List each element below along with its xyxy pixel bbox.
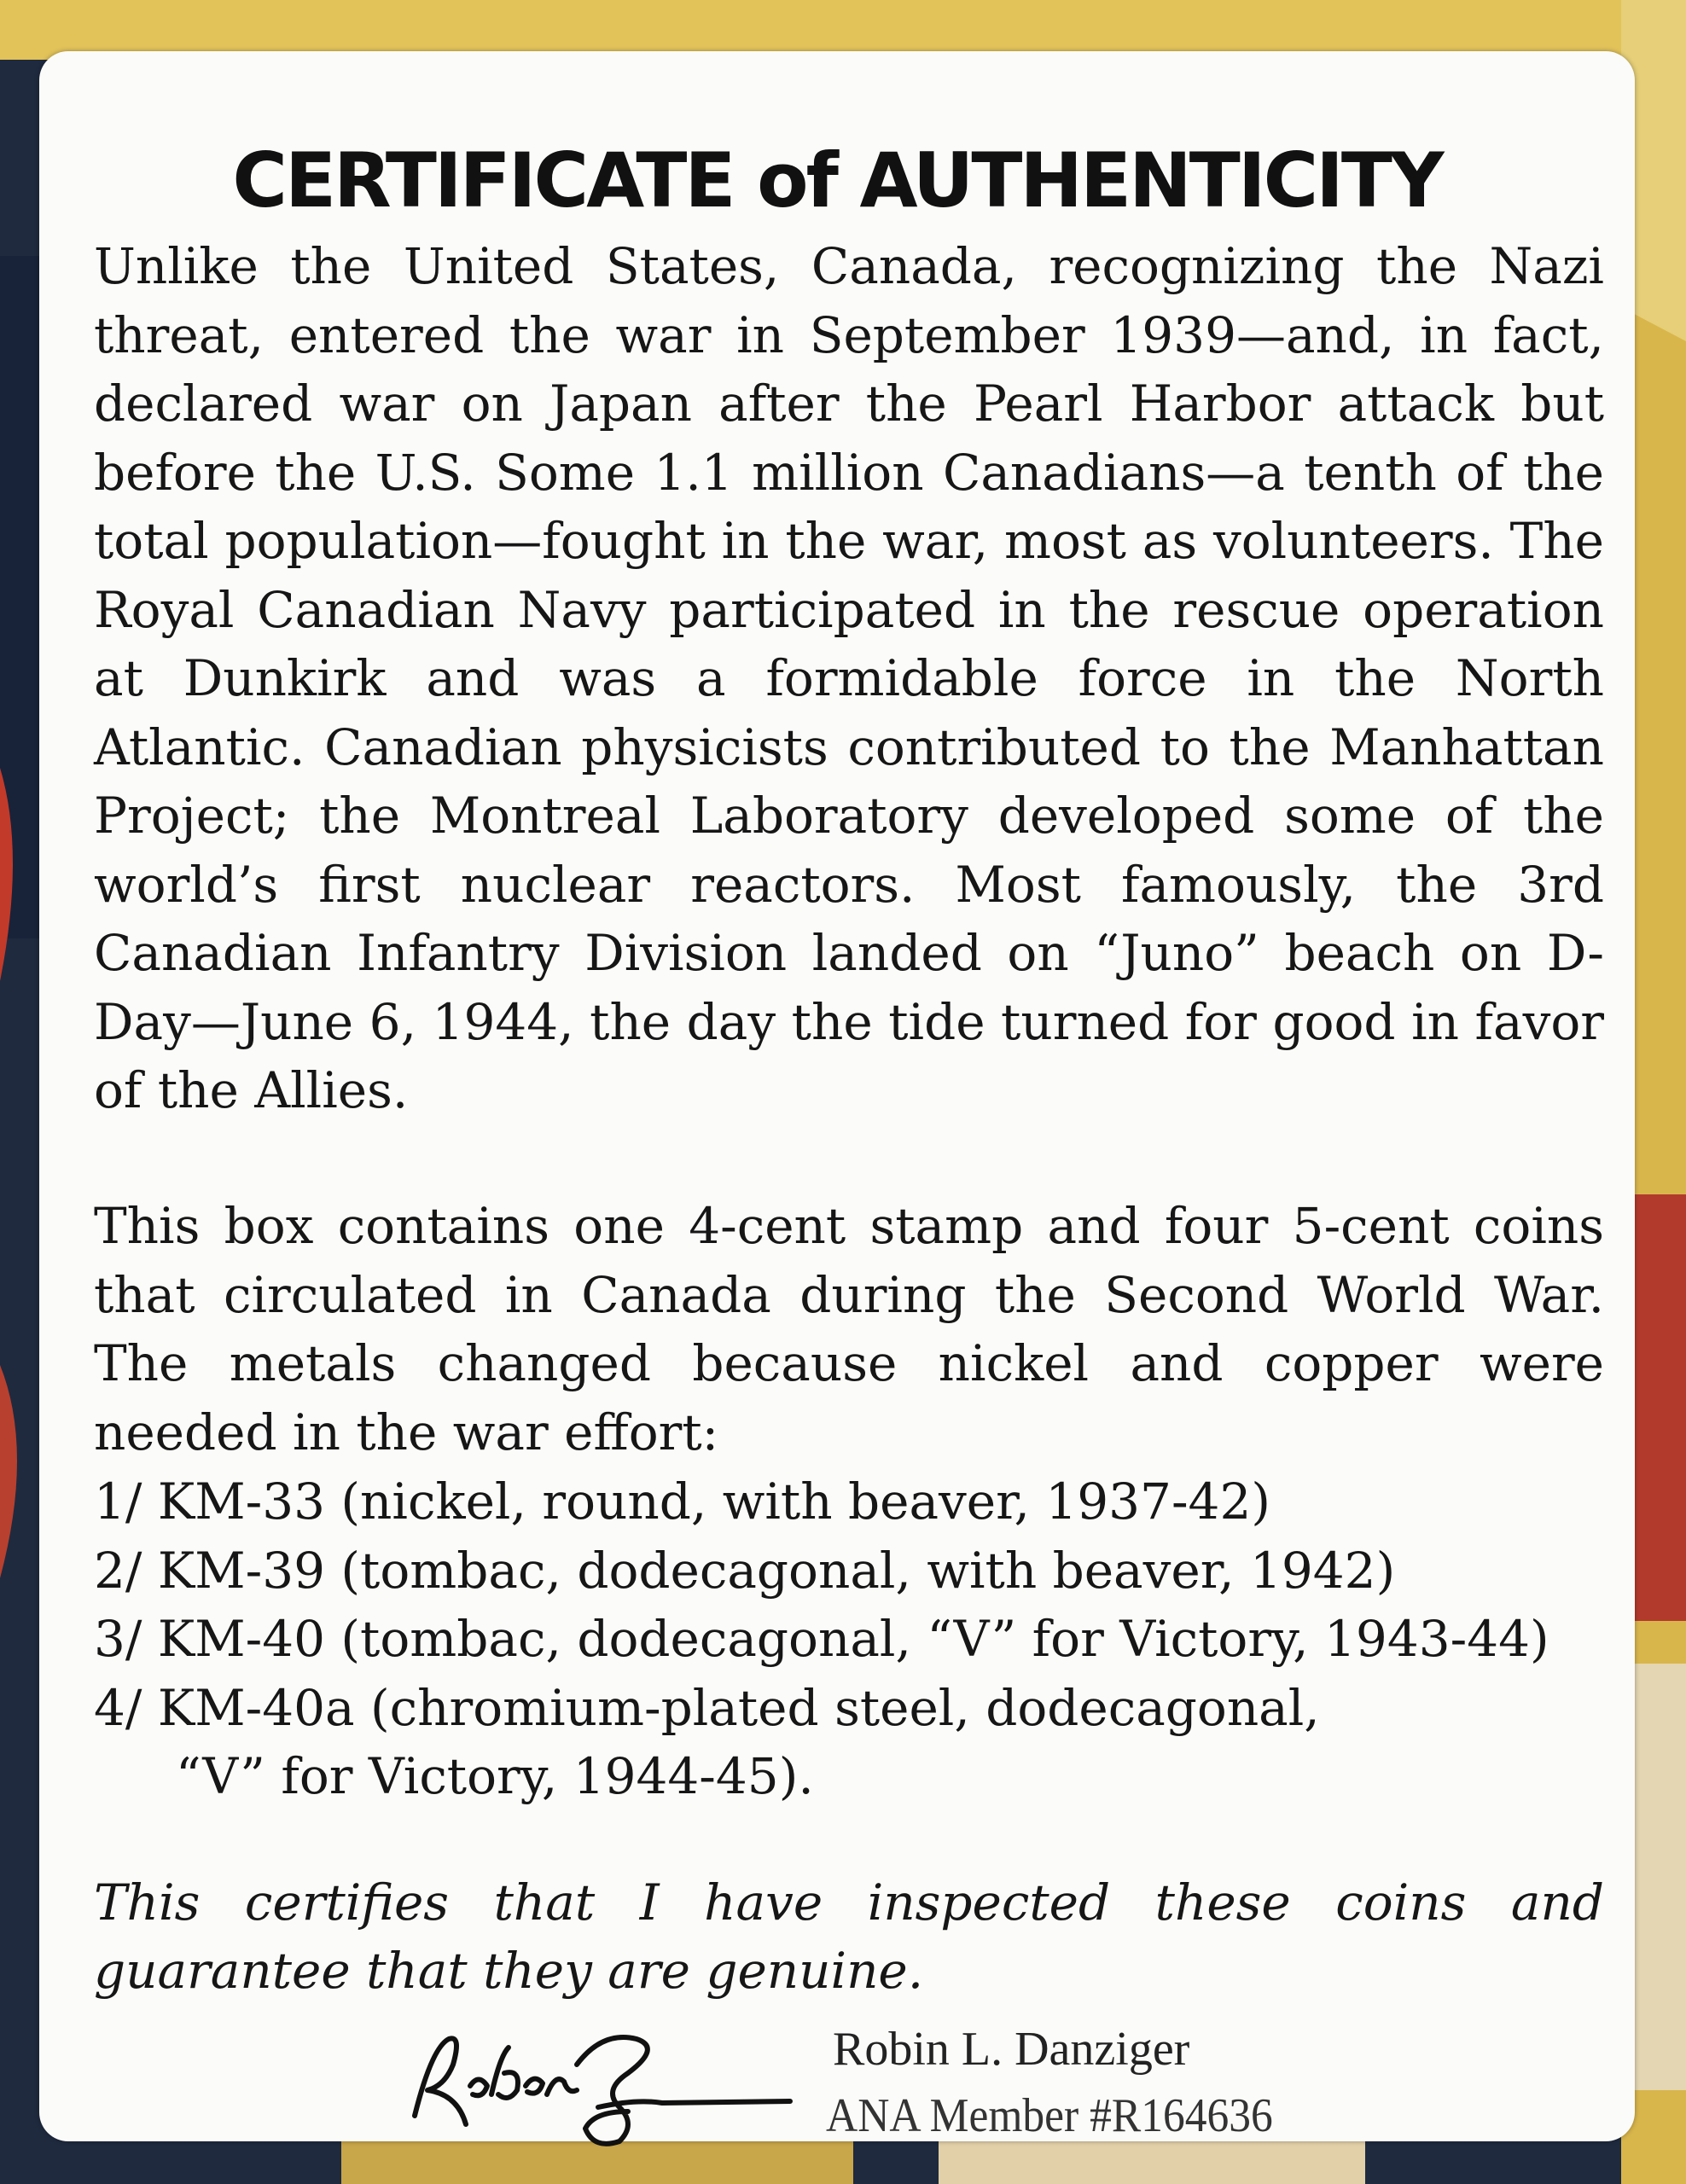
certificate-card <box>39 51 1635 2141</box>
contents-paragraph: This box contains one 4-cent stamp and four 5-cent coins that circulated in Canada during the Second World War. The metals changed because nickel and copper were needed in the war effort: <box>94 1197 1604 1461</box>
history-paragraph: Unlike the United States, Canada, recognizing the Nazi threat, entered the war in September 1939—and, in fact, declared war on Japan after the Pearl Harbor attack but before the U.S. Some 1.1 million Canadians—a tenth of the total population—fought in the war, most as volunteers. The Royal Canadian Navy participated in the rescue operation at Dunkirk and was a formidable force in the North Atlantic. Canadian physicists contributed to the Manhattan Project; the Montreal Laboratory developed some of the world’s first nuclear reactors. Most famously, the 3rd Canadian Infantry Division landed on “Juno” beach on D-Day—June 6, 1944, the day the tide turned for good in favor of the Allies. <box>94 237 1604 1119</box>
coin-list-item: 1/ KM-33 (nickel, round, with beaver, 1937-42) <box>94 1472 1270 1531</box>
coin-list <box>94 1467 1604 1811</box>
coin-list-item-continuation: “V” for Victory, 1944-45). <box>176 1747 814 1805</box>
signer-name: Robin L. Danziger <box>833 2023 1190 2076</box>
coin-list-item: 2/ KM-39 (tombac, dodecagonal, with beaver, 1942) <box>94 1541 1396 1600</box>
certification-statement: This certifies that I have inspected these coins and guarantee that they are genuine. <box>94 1873 1604 2000</box>
coin-list-item: 3/ KM-40 (tombac, dodecagonal, “V” for Victory, 1943-44) <box>94 1610 1549 1668</box>
signature-image <box>381 2013 824 2150</box>
certificate-title: CERTIFICATE of AUTHENTICITY <box>232 136 1442 224</box>
coin-list-item: 4/ KM-40a (chromium-plated steel, dodecagonal, <box>94 1678 1320 1737</box>
signer-member-number: ANA Member #R164636 <box>826 2089 1273 2142</box>
